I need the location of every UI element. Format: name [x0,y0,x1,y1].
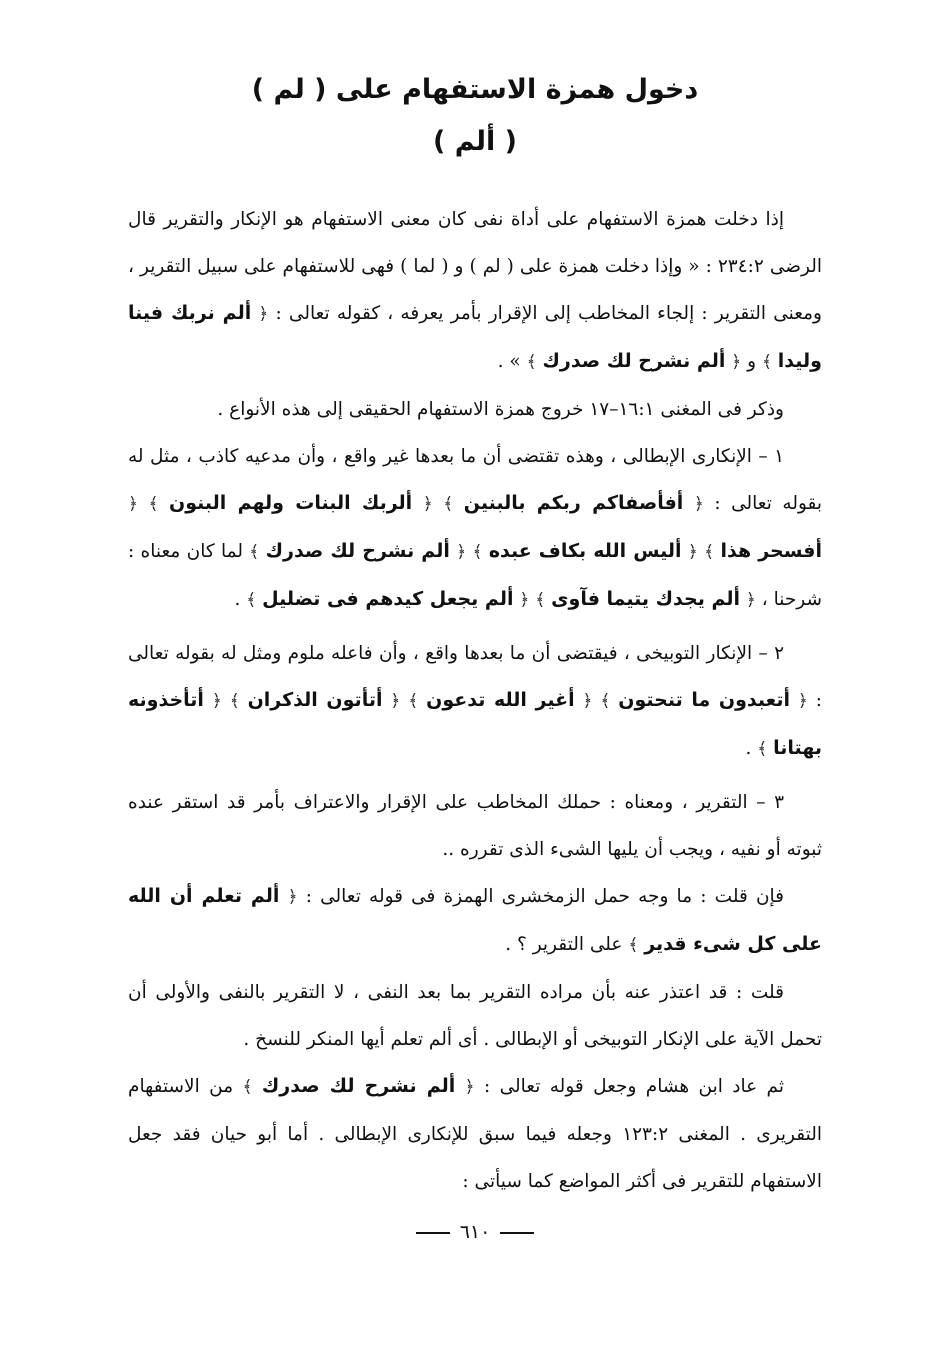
quran-verse: ألم تعلم أن الله على كل شىء قدير [128,885,822,955]
paragraph-answer [128,969,822,1063]
paragraph-text: فإن قلت : ما وجه حمل الزمخشرى الهمزة فى قوله تعالى : [297,886,785,907]
quran-open-bracket: ﴿ [211,691,222,711]
quran-close-bracket: ﴾ [600,691,611,711]
paragraph-intro [128,196,822,386]
quran-verse: أتأتون الذكران [247,689,383,711]
quran-verse: ألم نشرح لك صدرك [261,1075,456,1097]
quran-verse: أغير الله تدعون [426,689,575,711]
quran-close-bracket: ﴾ [535,590,546,610]
quran-open-bracket: ﴿ [287,887,298,907]
quran-verse: أليس الله بكاف عبده [488,540,682,562]
quran-close-bracket: ﴾ [757,739,768,759]
paragraph-taqriri [128,779,822,873]
quran-close-bracket: ﴾ [526,352,537,372]
page-number-footer [0,1212,950,1252]
paragraph-question [128,873,822,969]
quran-close-bracket: ﴾ [229,691,240,711]
paragraph-end: . [234,589,247,610]
connector-text: و [741,351,762,372]
paragraph-text: ثم عاد ابن هشام وجعل قوله تعالى : [474,1076,785,1097]
quran-close-bracket: ﴾ [242,1077,253,1097]
quran-open-bracket: ﴿ [422,494,433,514]
folio-dash-right [500,1232,534,1234]
paragraph-mughni-reference [128,386,822,433]
quran-close-bracket: ﴾ [443,494,454,514]
quran-close-bracket: ﴾ [148,494,159,514]
quran-open-bracket: ﴿ [731,352,742,372]
page-body [128,196,822,1205]
quran-open-bracket: ﴿ [456,542,467,562]
quran-verse: أفسحر هذا [720,540,823,562]
quran-open-bracket: ﴿ [582,691,593,711]
quran-verse: ألربك البنات ولهم البنون [169,492,413,514]
paragraph-text: لما كان معناه : شرحنا ، [128,541,822,610]
page-number: ٦١٠ [459,1221,491,1243]
quran-verse: ألم نشرح لك صدرك [265,540,450,562]
quran-close-bracket: ﴾ [472,542,483,562]
quran-close-bracket: ﴾ [761,352,772,372]
quran-close-bracket: ﴾ [246,590,257,610]
folio-dash-left [416,1232,450,1234]
quran-close-bracket: ﴾ [249,542,260,562]
paragraph-text: ١ – الإنكارى الإبطالى ، وهذه تقتضى أن ما بعدها غير واقع ، وأن مدعيه كاذب ، مثل له بقوله تعالى : [128,446,823,514]
quran-verse: أفأصفاكم ربكم بالبنين [463,492,684,514]
paragraph-text: وذكر فى المغنى ١٦:١–١٧ خروج همزة الاستفهام الحقيقى إلى هذه الأنواع . [217,399,784,420]
paragraph-text: ٣ – التقرير ، ومعناه : حملك المخاطب على الإقرار والاعتراف بأمر قد استقر عنده ثبوته أو نفيه ، ويجب أن يليها الشىء الذى تقرره .. [128,792,822,860]
quran-verse: ألم نربك فينا وليدا [128,302,822,372]
quran-open-bracket: ﴿ [464,1077,475,1097]
quran-verse: ألم يجدك يتيما فآوى [551,588,741,610]
quran-open-bracket: ﴿ [797,691,808,711]
quran-open-bracket: ﴿ [519,590,530,610]
quran-open-bracket: ﴿ [693,494,704,514]
quran-verse: أتأخذونه بهتانا [128,689,822,759]
paragraph-end: على التقرير ؟ . [505,934,629,955]
quran-open-bracket: ﴿ [390,691,401,711]
paragraph-end: من الاستفهام التقريرى . المغنى ١٢٣:٢ وجعله فيما سبق للإنكارى الإبطالى . أما أبو حيان فقد جعل الاستفهام للتقرير فى أكثر المواضع كما سيأتى : [128,1076,822,1192]
quran-close-bracket: ﴾ [704,542,715,562]
quran-verse: ألم نشرح لك صدرك [542,350,726,372]
quran-close-bracket: ﴾ [628,935,639,955]
quran-open-bracket: ﴿ [745,590,756,610]
paragraph-end: . [745,738,758,759]
chapter-title: دخول همزة الاستفهام على ( لم ) [251,74,699,105]
quran-open-bracket: ﴿ [687,542,698,562]
paragraph-text: ٢ – الإنكار التوبيخى ، فيقتضى أن ما بعدها واقع ، وأن فاعله ملوم ومثل له بقوله تعالى : [128,643,823,711]
paragraph-text: قلت : قد اعتذر عنه بأن مراده التقرير بما بعد النفى ، لا التقرير بالنفى والأولى أن تحمل الآية على الإنكار التوبيخى أو الإبطالى . أى ألم تعلم أيها المنكر للنسخ . [128,982,822,1050]
quran-verse: أتعبدون ما تنحتون [618,689,791,711]
paragraph-tawbikhi [128,630,822,773]
quran-verse: ألم يجعل كيدهم فى تضليل [262,588,514,610]
quran-open-bracket: ﴿ [258,304,269,324]
quran-close-bracket: ﴾ [408,691,419,711]
paragraph-end: » . [497,351,527,372]
paragraph-ibtali [128,433,822,624]
quran-open-bracket: ﴿ [128,494,138,514]
paragraph-text: إذا دخلت همزة الاستفهام على أداة نفى كان معنى الاستفهام هو الإنكار والتقرير قال الرضى ٢٣٤:٢ : « وإذا دخلت همزة على ( لم ) و ( لما ) فهى للاستفهام على سبيل التقرير ، ومعنى التقرير : إلجاء المخاطب إلى الإقرار بأمر يعرفه ، كقوله تعالى : [128,209,822,324]
chapter-subtitle: ( ألم ) [432,126,518,157]
paragraph-ibn-hisham [128,1063,822,1205]
